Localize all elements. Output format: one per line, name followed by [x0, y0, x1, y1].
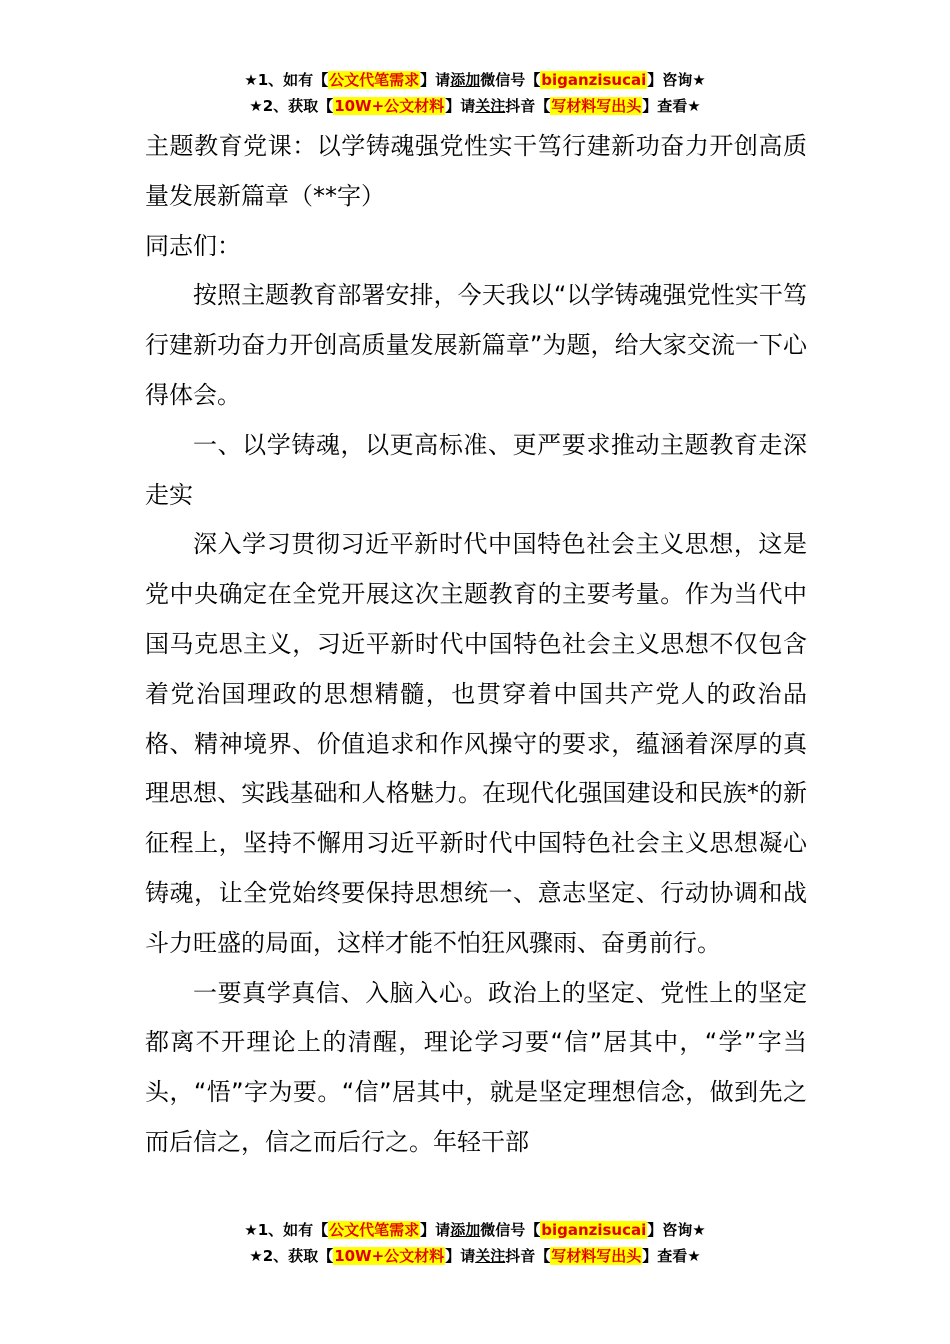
- footer-banner: [0, 1217, 950, 1269]
- banner-line-1: [0, 67, 950, 93]
- document-title: 主题教育党课：以学铸魂强党性实干笃行建新功奋力开创高质量发展新篇章（**字）: [145, 132, 807, 210]
- salutation: 同志们：: [145, 231, 241, 260]
- banner-underlined: 关注: [475, 1247, 506, 1265]
- banner-text: 抖音【: [505, 97, 551, 115]
- banner-text: 】查看★: [642, 97, 701, 115]
- banner-highlight: 写材料写出头: [551, 1247, 642, 1265]
- banner-highlight: 公文代笔需求: [329, 71, 420, 89]
- banner-text: ★2、获取【: [249, 97, 334, 115]
- header-banner: [0, 67, 950, 119]
- banner-text: 】请: [420, 71, 451, 89]
- paragraph: 深入学习贯彻习近平新时代中国特色社会主义思想，这是党中央确定在全党开展这次主题教育的主要考量。作为当代中国马克思主义，习近平新时代中国特色社会主义思想不仅包含着党治国理政的思想精髓，也贯穿着中国共产党人的政治品格、精神境界、价值追求和作风操守的要求，蕴涵着深厚的真理思想、实践基础和人格魅力。在现代化强国建设和民族*的新征程上，坚持不懈用习近平新时代中国特色社会主义思想凝心铸魂，让全党始终要保持思想统一、意志坚定、行动协调和战斗力旺盛的局面，这样才能不怕狂风骤雨、奋勇前行。: [145, 530, 807, 957]
- banner-underlined: 添加: [450, 71, 481, 89]
- banner-underlined: 添加: [450, 1221, 481, 1239]
- banner-highlight: biganzisucai: [541, 1221, 647, 1239]
- banner-text: 】咨询★: [647, 71, 706, 89]
- document-body: [145, 122, 807, 1168]
- banner-text: 】咨询★: [647, 1221, 706, 1239]
- banner-text: 微信号【: [480, 1221, 541, 1239]
- section-heading: 一、以学铸魂，以更高标准、更严要求推动主题教育走深走实: [145, 430, 807, 509]
- banner-line-2: [0, 1243, 950, 1269]
- banner-highlight: 公文代笔需求: [329, 1221, 420, 1239]
- banner-text: 】查看★: [642, 1247, 701, 1265]
- banner-text: 】请: [420, 1221, 451, 1239]
- banner-line-2: [0, 93, 950, 119]
- banner-highlight: 写材料写出头: [551, 97, 642, 115]
- banner-text: ★1、如有【: [244, 1221, 329, 1239]
- banner-text: ★2、获取【: [249, 1247, 334, 1265]
- banner-text: 微信号【: [480, 71, 541, 89]
- paragraph: 一要真学真信、入脑入心。政治上的坚定、党性上的坚定都离不开理论上的清醒，理论学习要“信”居其中，“学”字当头，“悟”字为要。“信”居其中，就是坚定理想信念，做到先之而后信之，信之而后行之。年轻干部: [145, 978, 807, 1156]
- banner-text: 】请: [445, 97, 476, 115]
- banner-line-1: [0, 1217, 950, 1243]
- banner-highlight: 10W+公文材料: [334, 97, 445, 115]
- banner-underlined: 关注: [475, 97, 506, 115]
- banner-text: ★1、如有【: [244, 71, 329, 89]
- banner-highlight: biganzisucai: [541, 71, 647, 89]
- banner-text: 抖音【: [505, 1247, 551, 1265]
- banner-highlight: 10W+公文材料: [334, 1247, 445, 1265]
- paragraph: 按照主题教育部署安排，今天我以“以学铸魂强党性实干笃行建新功奋力开创高质量发展新篇章”为题，给大家交流一下心得体会。: [145, 281, 807, 409]
- banner-text: 】请: [445, 1247, 476, 1265]
